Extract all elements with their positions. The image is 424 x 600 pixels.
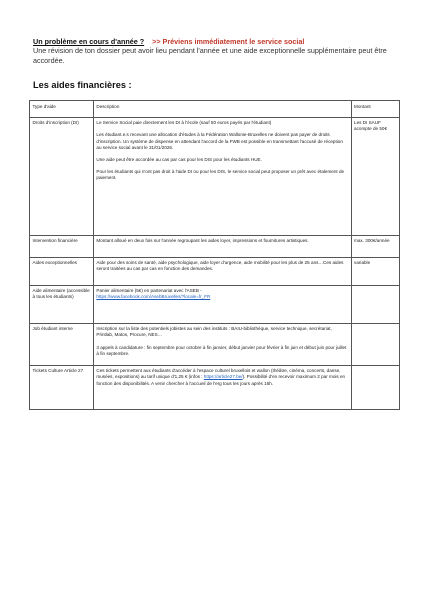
aid-description: [93, 236, 351, 258]
question-heading: Un problème en cours d'année ?: [33, 37, 145, 46]
table-row: [30, 286, 400, 324]
description-line: Panier alimentaire (5€) en partenariat avec l'ASEB -: [96, 288, 202, 294]
aid-amount: [351, 286, 399, 324]
social-service-callout: >> Préviens immédiatement le service social: [152, 37, 305, 46]
description-paragraph: Les étudiant.e.s recevant une allocation d'études à la Fédération Wallonie-Bruxelles ne doivent pas payer de droits d'inscription. Un système de dispense en attendant l'accord de la FWB est possible en transmettant l'accusé de réception au service social avant le 31/01/2026.: [96, 132, 343, 150]
aid-amount: max. 300€/année: [351, 236, 399, 258]
description-paragraph: Le Service Social paie directement les DI à l'école (sauf 50 euros payés par l'étudiant): [96, 120, 272, 126]
alert-line: [33, 37, 304, 46]
aid-description: [93, 258, 351, 286]
intro-paragraph: Une révision de ton dossier peut avoir lieu pendant l'année et une aide exceptionnelle supplémentaire peut être accordée.: [33, 46, 387, 65]
aid-type: Job étudiant interne: [30, 324, 94, 366]
description-text: ). Possibilité d'en recevoir maximum 2 par mois en fonction des disponibilités. A venir chercher à l'accueil de l'erg tous les jours après 16h.: [96, 374, 346, 386]
header-type: Type d'aide: [30, 101, 94, 118]
aid-type: Droits d'inscription (DI): [30, 118, 94, 236]
aid-description: [93, 286, 351, 324]
description-paragraph: Inscription sur la liste des potentiels jobistes au sein des instituts : BAIU-bibliothèque, service technique, secrétariat, Printlab, Matos, Procure, NES…: [96, 326, 332, 338]
description-paragraph: 3 appels à candidature : fin septembre pour octobre à fin janvier, début janvier pour février à fin juin et début juin pour juillet à fin septembre.: [96, 344, 347, 356]
description-paragraph: Pour les étudiants qui n'ont pas droit à l'aide DI ou pour les DIS, le service social peut proposer un prêt avec étalement de paiement.: [96, 168, 345, 180]
table-row: [30, 236, 400, 258]
aid-description: [93, 118, 351, 236]
aid-type: Tickets Culture Article 27: [30, 366, 94, 410]
description-paragraph: Montant alloué en deux fois sur l'année regroupant les aides loyer, impressions et fournitures artistiques.: [96, 238, 309, 244]
table-row: [30, 258, 400, 286]
aid-type: Intervention financière: [30, 236, 94, 258]
description-paragraph: Une aide peut être accordée au cas par cas pour les DIS pour les étudiants HUE.: [96, 156, 262, 162]
header-amount: Montant: [351, 101, 399, 118]
aid-amount: variable: [351, 258, 399, 286]
description-text: Ces tickets permettent aux étudiants d'accéder à l'espace culturel bruxellois et wallon (théâtre, cinéma, concerts, danse, musées, expositions) au tarif unique d'1,25 € (infos :: [96, 368, 341, 380]
description-paragraph: Aide pour des soins de santé, aide psychologique, aide loyer d'urgence, aide mobilité pour les plus de 25 ans…Ces aides seront traitées au cas par cas en fonction des demandes.: [96, 260, 344, 272]
aid-amount: [351, 366, 399, 410]
table-row: [30, 118, 400, 236]
aid-description: [93, 324, 351, 366]
aid-type: Aides exceptionnelles: [30, 258, 94, 286]
aseb-facebook-link[interactable]: https://www.facebook.com/AsebBruxelles/?locale=fr_FR: [96, 294, 211, 300]
table-header-row: [30, 101, 400, 118]
financial-aid-table: [29, 100, 400, 410]
aid-amount: Les DI SAUF acompte de 50€: [351, 118, 399, 236]
aid-type: Aide alimentaire (accessible à tous les étudiants): [30, 286, 94, 324]
header-description: Description: [93, 101, 351, 118]
table-row: [30, 324, 400, 366]
table-row: [30, 366, 400, 410]
section-title: Les aides financières :: [33, 80, 132, 90]
article27-link[interactable]: https://article27.be/: [203, 374, 243, 380]
aid-description: [93, 366, 351, 410]
aid-amount: [351, 324, 399, 366]
